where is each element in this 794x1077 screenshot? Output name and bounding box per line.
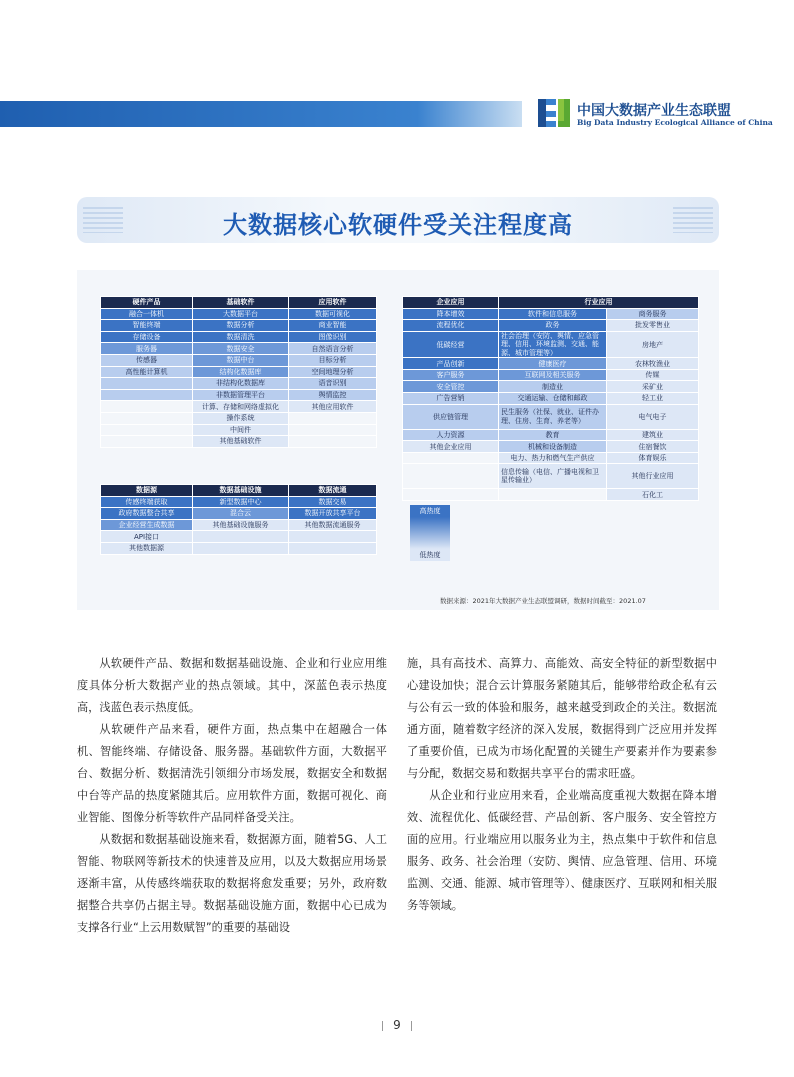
column-header: 基础软件: [193, 297, 289, 309]
table-cell: 民生服务（社保、就业、证件办理、住房、生育、养老等）: [499, 404, 607, 429]
table-row: [403, 464, 699, 489]
table-cell: [101, 436, 193, 448]
table-cell: 轻工业: [607, 393, 699, 405]
table-cell: 流程优化: [403, 320, 499, 332]
table-row: [403, 358, 699, 370]
table-row: [101, 496, 377, 508]
table-cell: 传感器: [101, 354, 193, 366]
paragraph: 从企业和行业应用来看，企业端高度重视大数据在降本增效、流程优化、低碳经营、产品创新、客户服务、安全管控方面的应用。行业端应用以服务业为主，热点集中于软件和信息服务、政务、社会治理（安防、舆情、应急管理、信用、环境监测、交通、能源、城市管理等）、健康医疗、互联网和相关服务等领域。: [407, 789, 717, 912]
table-cell: 其他数据流通服务: [289, 519, 377, 531]
column-header: 硬件产品: [101, 297, 193, 309]
table-row: [101, 389, 377, 401]
table-cell: 其他数据源: [101, 542, 193, 554]
body-column-right: [407, 653, 717, 917]
legend-high: 高热度: [410, 505, 450, 517]
table-cell: [101, 389, 193, 401]
body-column-left: [77, 653, 387, 939]
table-cell: 新型数据中心: [193, 496, 289, 508]
table-cell: 空间地理分析: [289, 366, 377, 378]
table-cell: [193, 531, 289, 543]
table-row: [101, 308, 377, 320]
table-row: [101, 401, 377, 413]
table-cell: 农林牧渔业: [607, 358, 699, 370]
table-row: [403, 441, 699, 453]
section-title: 大数据核心软硬件受关注程度高: [223, 211, 573, 239]
table-cell: [101, 424, 193, 436]
table-cell: 低碳经营: [403, 331, 499, 358]
table-cell: 舆情监控: [289, 389, 377, 401]
header-band: [0, 101, 522, 127]
table-cell: [499, 489, 607, 501]
table-cell: 传感终端获取: [101, 496, 193, 508]
table-cell: 客户服务: [403, 369, 499, 381]
logo-english-name: Big Data Industry Ecological Alliance of China: [577, 118, 773, 127]
table-cell: 健康医疗: [499, 358, 607, 370]
table-cell: 安全管控: [403, 381, 499, 393]
table-row: [101, 508, 377, 520]
table-cell: 其他行业应用: [607, 464, 699, 489]
table-row: [403, 331, 699, 358]
table-cell: 电力、热力和燃气生产供应: [499, 452, 607, 464]
table-cell: 制造业: [499, 381, 607, 393]
table-cell: 混合云: [193, 508, 289, 520]
table-cell: 广告营销: [403, 393, 499, 405]
column-header: 行业应用: [499, 297, 699, 309]
table-row: [403, 404, 699, 429]
data-infrastructure-table: [100, 484, 377, 555]
table-cell: 数据安全: [193, 343, 289, 355]
table-row: [101, 378, 377, 390]
table-row: [101, 331, 377, 343]
column-header: 数据源: [101, 485, 193, 497]
table-cell: 住宿餐饮: [607, 441, 699, 453]
table-row: [101, 424, 377, 436]
table-cell: 软件和信息服务: [499, 308, 607, 320]
table-row: [101, 436, 377, 448]
table-cell: 交通运输、仓储和邮政: [499, 393, 607, 405]
table-cell: 结构化数据库: [193, 366, 289, 378]
table-cell: [101, 401, 193, 413]
table-cell: 采矿业: [607, 381, 699, 393]
table-cell: [289, 542, 377, 554]
table-cell: 图像识别: [289, 331, 377, 343]
table-row: [101, 343, 377, 355]
table-row: [101, 412, 377, 424]
table-cell: 数据分析: [193, 320, 289, 332]
table-cell: 其他企业应用: [403, 441, 499, 453]
table-cell: 目标分析: [289, 354, 377, 366]
logo-chinese-name: 中国大数据产业生态联盟: [577, 103, 731, 119]
table-cell: 商务服务: [607, 308, 699, 320]
table-cell: 融合一体机: [101, 308, 193, 320]
table-cell: [403, 452, 499, 464]
table-row: [403, 308, 699, 320]
column-header: 企业应用: [403, 297, 499, 309]
paragraph: 从软硬件产品、数据和数据基础设施、企业和行业应用维度具体分析大数据产业的热点领域。其中，深蓝色表示热度高，浅蓝色表示热度低。: [77, 657, 387, 714]
table-cell: [403, 489, 499, 501]
table-row: [403, 452, 699, 464]
column-header: 应用软件: [289, 297, 377, 309]
table-cell: 其他应用软件: [289, 401, 377, 413]
table-cell: 服务器: [101, 343, 193, 355]
table-cell: 其他基础软件: [193, 436, 289, 448]
table-header-row: [403, 297, 699, 309]
table-cell: 智能终端: [101, 320, 193, 332]
table-cell: 存储设备: [101, 331, 193, 343]
table-cell: 降本增效: [403, 308, 499, 320]
table-cell: [101, 412, 193, 424]
table-cell: 教育: [499, 429, 607, 441]
table-cell: 商业智能: [289, 320, 377, 332]
table-row: [101, 531, 377, 543]
table-cell: 传媒: [607, 369, 699, 381]
table-cell: 机械和设备制造: [499, 441, 607, 453]
table-cell: 高性能计算机: [101, 366, 193, 378]
table-cell: [193, 542, 289, 554]
paragraph: 从软硬件产品来看，硬件方面，热点集中在超融合一体机、智能终端、存储设备、服务器。基础软件方面，大数据平台、数据分析、数据清洗引领细分市场发展，数据安全和数据中台等产品的热度紧随其后。应用软件方面，数据可视化、商业智能、图像分析等软件产品同样备受关注。: [77, 723, 387, 824]
column-header: 数据基础设施: [193, 485, 289, 497]
table-cell: 信息传输（电信、广播电视和卫星传输业）: [499, 464, 607, 489]
table-cell: 操作系统: [193, 412, 289, 424]
figure-source: 数据来源：2021年大数据产业生态联盟调研，数据时间截至：2021.07: [440, 597, 646, 605]
page-number: [0, 1018, 794, 1032]
table-cell: 电气电子: [607, 404, 699, 429]
table-cell: 体育娱乐: [607, 452, 699, 464]
table-cell: 计算、存储和网络虚拟化: [193, 401, 289, 413]
table-cell: 房地产: [607, 331, 699, 358]
table-cell: 数据中台: [193, 354, 289, 366]
table-row: [403, 381, 699, 393]
page-number-text: 9: [393, 1018, 401, 1032]
table-cell: 数据交易: [289, 496, 377, 508]
table-cell: 大数据平台: [193, 308, 289, 320]
table-row: [101, 320, 377, 332]
table-cell: [403, 464, 499, 489]
table-cell: 非结构化数据库: [193, 378, 289, 390]
software-hardware-table: [100, 296, 377, 448]
table-row: [403, 429, 699, 441]
table-row: [403, 320, 699, 332]
table-cell: 企业经营生成数据: [101, 519, 193, 531]
table-cell: 数据可视化: [289, 308, 377, 320]
table-cell: 供应链管理: [403, 404, 499, 429]
application-table: [402, 296, 699, 501]
table-row: [101, 354, 377, 366]
table-cell: 政府数据整合共享: [101, 508, 193, 520]
legend-gradient: [410, 517, 450, 549]
paragraph: 从数据和数据基础设施来看，数据源方面，随着5G、人工智能、物联网等新技术的快速普及应用，以及大数据应用场景逐渐丰富，从传感终端获取的数据将愈发重要；另外，政府数据整合共享仍占据主导。数据基础设施方面，数据中心已成为支撑各行业“上云用数赋智”的重要的基础设: [77, 833, 387, 934]
table-cell: 批发零售业: [607, 320, 699, 332]
table-row: [403, 393, 699, 405]
table-cell: 数据开放共享平台: [289, 508, 377, 520]
table-cell: 非数据管理平台: [193, 389, 289, 401]
column-header: 数据流通: [289, 485, 377, 497]
table-cell: 其他基础设施服务: [193, 519, 289, 531]
alliance-logo-icon: [537, 96, 571, 130]
table-cell: 政务: [499, 320, 607, 332]
table-row: [101, 366, 377, 378]
table-cell: 数据清洗: [193, 331, 289, 343]
table-row: [403, 369, 699, 381]
table-cell: 石化工: [607, 489, 699, 501]
table-row: [403, 489, 699, 501]
table-cell: 互联网及相关服务: [499, 369, 607, 381]
table-cell: [289, 412, 377, 424]
table-cell: [289, 531, 377, 543]
table-cell: API接口: [101, 531, 193, 543]
table-cell: [101, 378, 193, 390]
table-row: [101, 542, 377, 554]
table-cell: 中间件: [193, 424, 289, 436]
table-cell: 语音识别: [289, 378, 377, 390]
table-cell: 产品创新: [403, 358, 499, 370]
table-row: [101, 519, 377, 531]
table-cell: [289, 436, 377, 448]
table-cell: 社会治理（安防、舆情、应急管理、信用、环境监测、交通、能源、城市管理等）: [499, 331, 607, 358]
table-header-row: [101, 485, 377, 497]
table-cell: 人力资源: [403, 429, 499, 441]
table-header-row: [101, 297, 377, 309]
table-cell: 建筑业: [607, 429, 699, 441]
table-cell: 自然语言分析: [289, 343, 377, 355]
paragraph: 施，具有高技术、高算力、高能效、高安全特征的新型数据中心建设加快；混合云计算服务紧随其后，能够带给政企私有云与公有云一致的体验和服务，越来越受到政企的关注。数据流通方面，随着数字经济的深入发展，数据得到广泛应用并发挥了重要价值，已成为市场化配置的关键生产要素并作为要素参与分配，数据交易和数据共享平台的需求旺盛。: [407, 657, 717, 780]
legend-low: 低热度: [410, 549, 450, 561]
table-cell: [289, 424, 377, 436]
section-banner: [77, 197, 719, 243]
